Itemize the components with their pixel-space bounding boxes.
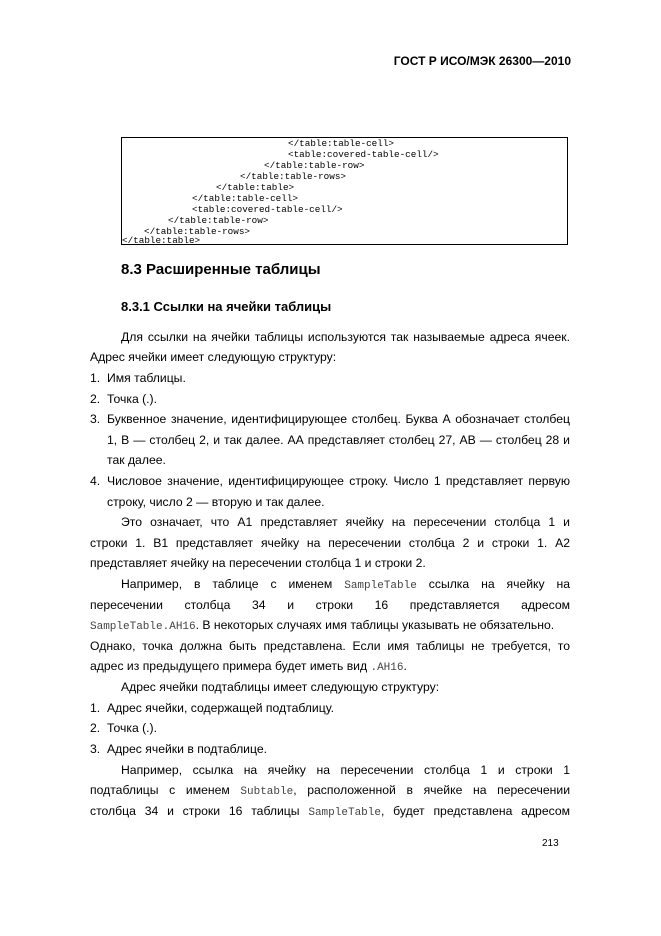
paragraph-line: адрес из предыдущего примера будет иметь вид .AH16. bbox=[90, 659, 407, 674]
code-block bbox=[121, 137, 568, 245]
paragraph-line: строки 1. В1 представляет ячейку на пересечении столбца 2 и строки 1. А2 bbox=[90, 536, 570, 550]
subsection-title: 8.3.1 Ссылки на ячейки таблицы bbox=[121, 299, 332, 314]
code-line: </table:table-row> bbox=[168, 215, 269, 226]
list-item: 4. Числовое значение, идентифицирующее строку. Число 1 представляет первую строку, число 2 — вторую и так далее. bbox=[90, 474, 570, 509]
paragraph-line: столбца 34 и строки 16 таблицы SampleTable, будет представлена адресом bbox=[90, 804, 570, 819]
code-line: </table:table-cell> bbox=[288, 138, 395, 149]
paragraph-line: SampleTable.AH16. В некоторых случаях имя таблицы указывать не обязательно. bbox=[90, 618, 555, 633]
paragraph-line: Это означает, что А1 представляет ячейку на пересечении столбца 1 и bbox=[121, 515, 570, 529]
paragraph-line: Адрес ячейки подтаблицы имеет следующую структуру: bbox=[121, 680, 440, 694]
list-item: 2. Точка (.). bbox=[90, 392, 158, 406]
list-item: 3. Адрес ячейки в подтаблице. bbox=[90, 742, 268, 756]
paragraph-line: Адрес ячейки имеет следующую структуру: bbox=[90, 350, 337, 364]
page-number: 213 bbox=[542, 838, 559, 849]
paragraph-line: пересечении столбца 34 и строки 16 представляется адресом bbox=[90, 598, 570, 612]
list-item: 1. Имя таблицы. bbox=[90, 371, 186, 385]
list-item: 1. Адрес ячейки, содержащей подтаблицу. bbox=[90, 701, 334, 715]
paragraph-line: подтаблицы с именем Subtable, расположенной в ячейке на пересечении bbox=[90, 783, 570, 798]
paragraph-line: представляет ячейку на пересечении столбца 1 и строки 2. bbox=[90, 556, 426, 570]
paragraph-line: Однако, точка должна быть представлена. Если имя таблицы не требуется, то bbox=[90, 639, 570, 653]
code-line: </table:table-cell> bbox=[192, 193, 299, 204]
code-line: </table:table-rows> bbox=[240, 171, 347, 182]
page-header: ГОСТ Р ИСО/МЭК 26300—2010 bbox=[393, 54, 571, 68]
list-item: 2. Точка (.). bbox=[90, 721, 158, 735]
section-title: 8.3 Расширенные таблицы bbox=[121, 261, 321, 278]
code-line: </table:table-row> bbox=[264, 160, 365, 171]
code-line: </table:table-rows> bbox=[144, 226, 251, 237]
paragraph-line: Например, в таблице с именем SampleTable ссылка на ячейку на bbox=[121, 577, 571, 592]
list-item: 3. Буквенное значение, идентифицирующее столбец. Буква А обозначает столбец 1, В — столбец 2, и так далее. АА представляет столбец 27, АВ — столбец 28 и так далее. bbox=[90, 412, 570, 468]
code-line: </table:table> bbox=[216, 182, 295, 193]
paragraph-line: Например, ссылка на ячейку на пересечении столбца 1 и строки 1 bbox=[121, 763, 570, 777]
code-line: <table:covered-table-cell/> bbox=[288, 149, 439, 160]
paragraph-line: Для ссылки на ячейки таблицы используются так называемые адреса ячеек. bbox=[121, 330, 570, 344]
code-line: <table:covered-table-cell/> bbox=[192, 204, 343, 215]
code-line: </table:table> bbox=[122, 235, 201, 246]
